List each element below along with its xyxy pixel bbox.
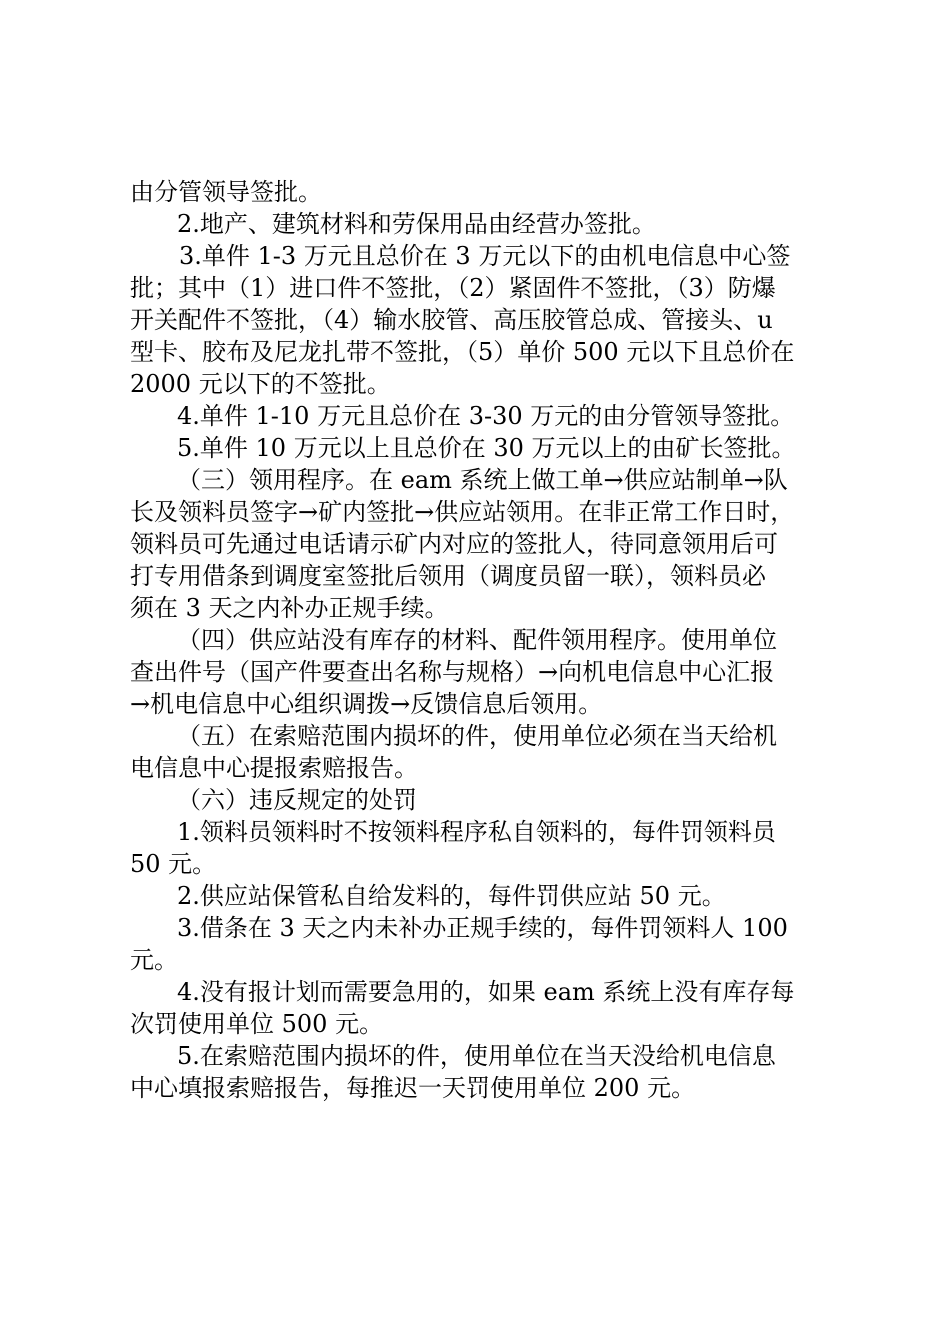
text-line: 5.在索赔范围内损坏的件，使用单位在当天没给机电信息 [177,1042,776,1070]
text-line: 电信息中心提报索赔报告。 [130,754,418,782]
text-line: 由分管领导签批。 [130,178,322,206]
text-line: 型卡、胶布及尼龙扎带不签批，（5）单价 500 元以下且总价在 [130,338,795,366]
text-line: 次罚使用单位 500 元。 [130,1010,384,1038]
text-line: 3.借条在 3 天之内未补办正规手续的，每件罚领料人 100 [177,914,788,942]
text-line: 2.供应站保管私自给发料的，每件罚供应站 50 元。 [177,882,726,910]
text-line: （四）供应站没有库存的材料、配件领用程序。使用单位 [177,626,777,654]
text-line: （三）领用程序。在 eam 系统上做工单→供应站制单→队 [177,466,788,494]
text-line: 开关配件不签批，（4）输水胶管、高压胶管总成、管接头、u [130,306,773,334]
text-line: 领料员可先通过电话请示矿内对应的签批人，待同意领用后可 [130,530,778,558]
text-line: 中心填报索赔报告，每推迟一天罚使用单位 200 元。 [130,1074,696,1102]
text-line: 2000 元以下的不签批。 [130,370,391,398]
text-line: 批；其中（1）进口件不签批，（2）紧固件不签批，（3）防爆 [130,274,776,302]
text-line: 元。 [130,946,178,974]
text-line: 2.地产、建筑材料和劳保用品由经营办签批。 [177,210,656,238]
text-line: 4.单件 1-10 万元且总价在 3-30 万元的由分管领导签批。 [177,402,795,430]
text-line: 长及领料员签字→矿内签批→供应站领用。在非正常工作日时， [130,498,795,526]
text-line: 须在 3 天之内补办正规手续。 [130,594,449,622]
text-line: →机电信息中心组织调拨→反馈信息后领用。 [130,690,603,718]
text-line: 4.没有报计划而需要急用的，如果 eam 系统上没有库存每 [177,978,795,1006]
text-line: 查出件号（国产件要查出名称与规格）→向机电信息中心汇报 [130,658,775,686]
text-line: （五）在索赔范围内损坏的件，使用单位必须在当天给机 [177,722,777,750]
text-line: （六）违反规定的处罚 [177,786,417,814]
text-line: 1.领料员领料时不按领料程序私自领料的，每件罚领料员 [177,818,776,846]
text-line: 打专用借条到调度室签批后领用（调度员留一联），领料员必 [130,562,766,590]
text-line: 3.单件 1-3 万元且总价在 3 万元以下的由机电信息中心签 [179,242,791,270]
text-line: 50 元。 [130,850,217,878]
text-line: 5.单件 10 万元以上且总价在 30 万元以上的由矿长签批。 [177,434,796,462]
